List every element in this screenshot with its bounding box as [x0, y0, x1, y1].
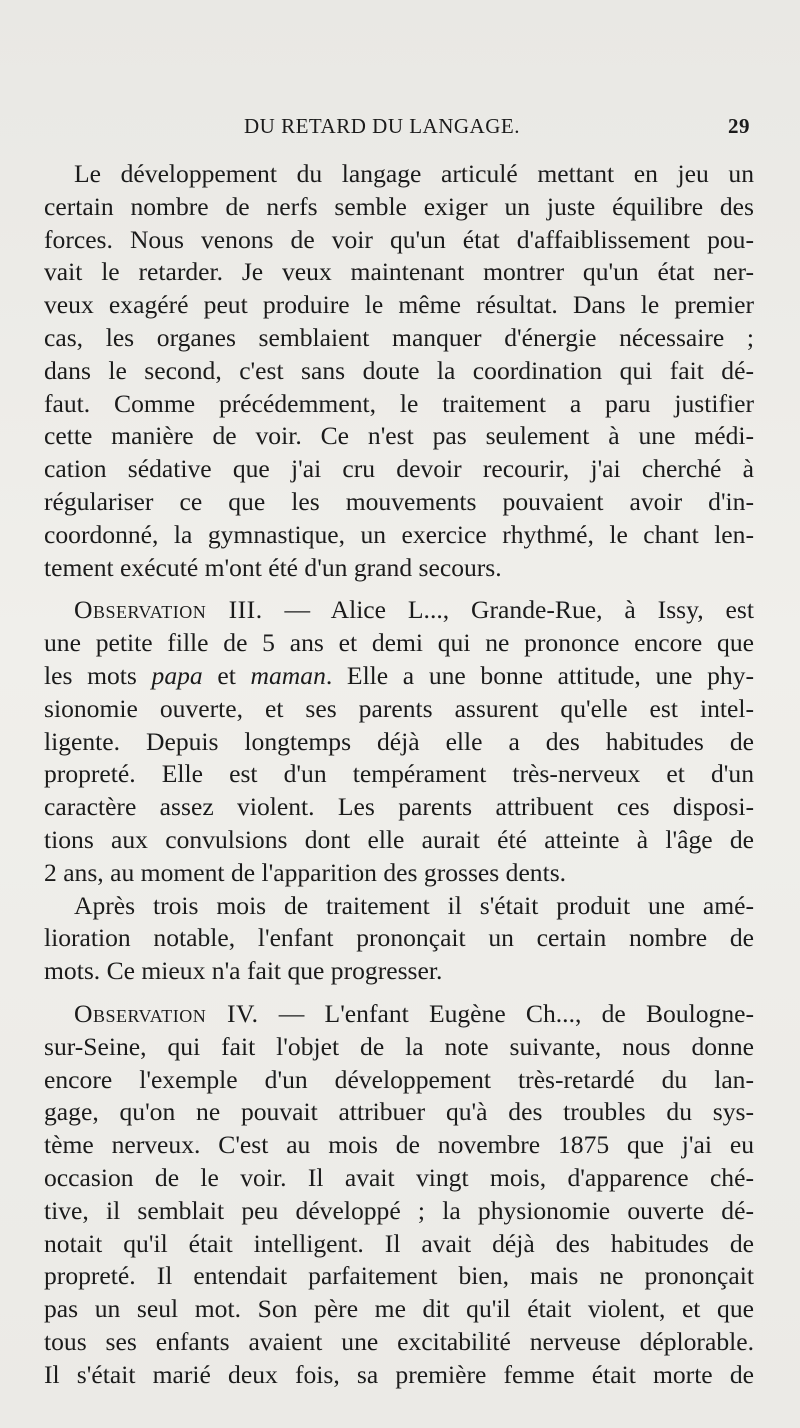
text-line: certain nombre de nerfs semble exiger un juste équilibre des: [44, 191, 754, 221]
text-line: Observation IV. — L'enfant Eugène Ch..., de Boulogne-: [74, 998, 754, 1028]
running-title: DU RETARD DU LANGAGE.: [244, 114, 520, 138]
text-line: occasion de le voir. Il avait vingt mois, d'apparence ché-: [44, 1162, 754, 1192]
text-line: tème nerveux. C'est au mois de novembre 1875 que j'ai eu: [44, 1130, 754, 1160]
text-line: dans le second, c'est sans doute la coordination qui fait dé-: [44, 355, 754, 385]
text-line: tions aux convulsions dont elle aurait été atteinte à l'âge de: [44, 824, 754, 854]
observation-heading: Observation III.: [74, 595, 263, 625]
text-line: caractère assez violent. Les parents attribuent ces disposi-: [44, 792, 754, 822]
text-line: tous ses enfants avaient une excitabilité nerveuse déplorable.: [44, 1326, 754, 1356]
text-line: Il s'était marié deux fois, sa première femme était morte de: [44, 1359, 754, 1389]
text-line: sionomie ouverte, et ses parents assurent qu'elle est intel-: [44, 693, 754, 723]
text-line: régulariser ce que les mouvements pouvaient avoir d'in-: [44, 486, 754, 516]
text-line: les mots papa et maman. Elle a une bonne attitude, une phy-: [44, 660, 754, 690]
text-line: mots. Ce mieux n'a fait que progresser.: [44, 956, 443, 986]
text-line: vait le retarder. Je veux maintenant montrer qu'un état ner-: [44, 257, 754, 287]
text-line: cette manière de voir. Ce n'est pas seulement à une médi-: [44, 421, 754, 451]
text-line: tement exécuté m'ont été d'un grand secours.: [44, 552, 502, 582]
text-line: une petite fille de 5 ans et demi qui ne prononce encore que: [44, 628, 754, 658]
text-line: sur-Seine, qui fait l'objet de la note suivante, nous donne: [44, 1031, 754, 1061]
text-line: cas, les organes semblaient manquer d'énergie nécessaire ;: [44, 322, 754, 352]
text-line: notait qu'il était intelligent. Il avait déjà des habitudes de: [44, 1228, 754, 1258]
text-line: ligente. Depuis longtemps déjà elle a des habitudes de: [44, 726, 754, 756]
text-line: gage, qu'on ne pouvait attribuer qu'à des troubles du sys-: [44, 1097, 754, 1127]
body-text: [44, 158, 754, 1391]
text-line: Le développement du langage articulé mettant en jeu un: [74, 159, 754, 188]
text-line: cation sédative que j'ai cru devoir recourir, j'ai cherché à: [44, 454, 754, 484]
page-header: [44, 114, 764, 144]
text-line: faut. Comme précédemment, le traitement a paru justifier: [44, 388, 754, 418]
text-line: 2 ans, au moment de l'apparition des grosses dents.: [44, 857, 567, 887]
text-line: tive, il semblait peu développé ; la physionomie ouverte dé-: [44, 1195, 754, 1225]
text-line: propreté. Elle est d'un tempérament très-nerveux et d'un: [44, 759, 754, 789]
text-line: pas un seul mot. Son père me dit qu'il était violent, et que: [44, 1294, 754, 1324]
observation-heading: Observation IV.: [74, 998, 259, 1028]
italic-word: papa: [151, 660, 203, 690]
text-line: lioration notable, l'enfant prononçait un certain nombre de: [44, 923, 754, 953]
text-line: forces. Nous venons de voir qu'un état d'affaiblissement pou-: [44, 224, 754, 254]
text-line: encore l'exemple d'un développement très-retardé du lan-: [44, 1064, 754, 1094]
text-line: veux exagéré peut produire le même résultat. Dans le premier: [44, 290, 754, 320]
text-line: Après trois mois de traitement il s'était produit une amé-: [74, 890, 754, 920]
paragraph-intro: [44, 158, 754, 584]
text-line: coordonné, la gymnastique, un exercice rhythmé, le chant len-: [44, 519, 754, 549]
text-line: Observation III. — Alice L..., Grande-Rue, à Issy, est: [74, 595, 754, 625]
observation-4: [44, 998, 754, 1392]
observation-3: [44, 594, 754, 988]
italic-word: maman: [250, 660, 326, 690]
text-line: propreté. Il entendait parfaitement bien, mais ne prononçait: [44, 1261, 754, 1291]
page-number: 29: [728, 114, 750, 138]
